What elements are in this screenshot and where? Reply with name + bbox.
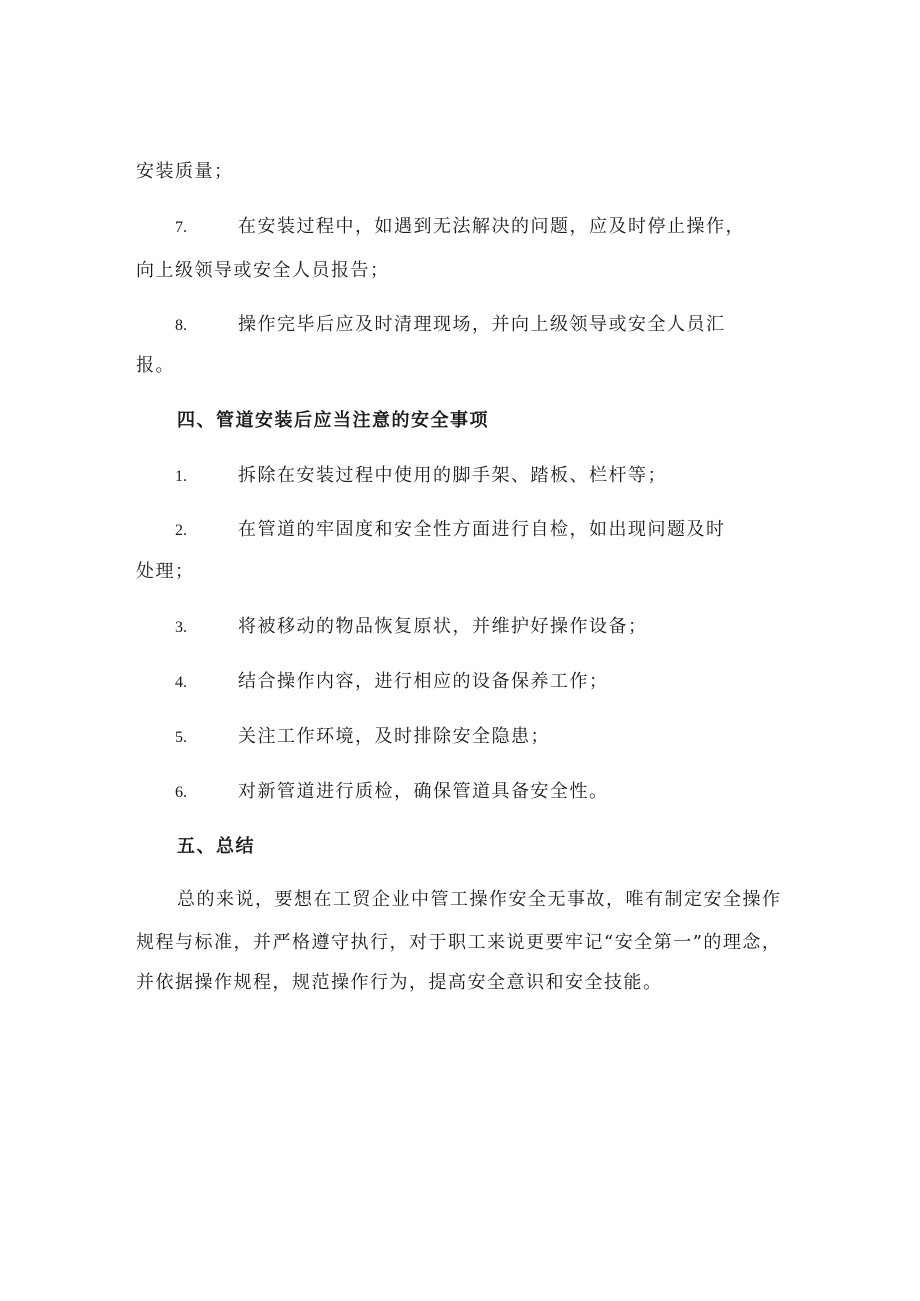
list-item-text: 将被移动的物品恢复原状，并维护好操作设备；	[238, 616, 648, 637]
section-heading: 四、管道安装后应当注意的安全事项	[177, 410, 489, 431]
list-item-number: 6.	[175, 784, 187, 801]
summary-paragraph-line: 规程与标准，并严格遵守执行，对于职工来说更要牢记“安全第一”的理念，	[136, 932, 782, 953]
list-item-number: 4.	[175, 674, 187, 691]
list-item-number: 5.	[175, 729, 187, 746]
list-item-number: 2.	[175, 522, 187, 539]
list-item-text: 拆除在安装过程中使用的脚手架、踏板、栏杆等；	[238, 465, 667, 486]
list-item-continuation: 报。	[136, 355, 175, 376]
fragment-line: 安装质量；	[136, 161, 234, 182]
summary-paragraph-line: 总的来说，要想在工贸企业中管工操作安全无事故，唯有制定安全操作	[177, 889, 782, 910]
list-item-text: 操作完毕后应及时清理现场，并向上级领导或安全人员汇	[238, 314, 726, 335]
list-item-number: 8.	[175, 317, 187, 334]
list-item-continuation: 处理；	[136, 561, 195, 582]
list-item-continuation: 向上级领导或安全人员报告；	[136, 260, 390, 281]
list-item-text: 在安装过程中，如遇到无法解决的问题，应及时停止操作，	[238, 216, 745, 237]
section-heading: 五、总结	[177, 836, 255, 857]
list-item-text: 关注工作环境，及时排除安全隐患；	[238, 726, 550, 747]
list-item-text: 对新管道进行质检，确保管道具备安全性。	[238, 781, 609, 802]
list-item-number: 7.	[175, 219, 187, 236]
list-item-number: 1.	[175, 468, 187, 485]
list-item-text: 在管道的牢固度和安全性方面进行自检，如出现问题及时	[238, 519, 726, 540]
list-item-number: 3.	[175, 619, 187, 636]
list-item-text: 结合操作内容，进行相应的设备保养工作；	[238, 671, 609, 692]
summary-paragraph-line: 并依据操作规程，规范操作行为，提高安全意识和安全技能。	[136, 972, 663, 993]
